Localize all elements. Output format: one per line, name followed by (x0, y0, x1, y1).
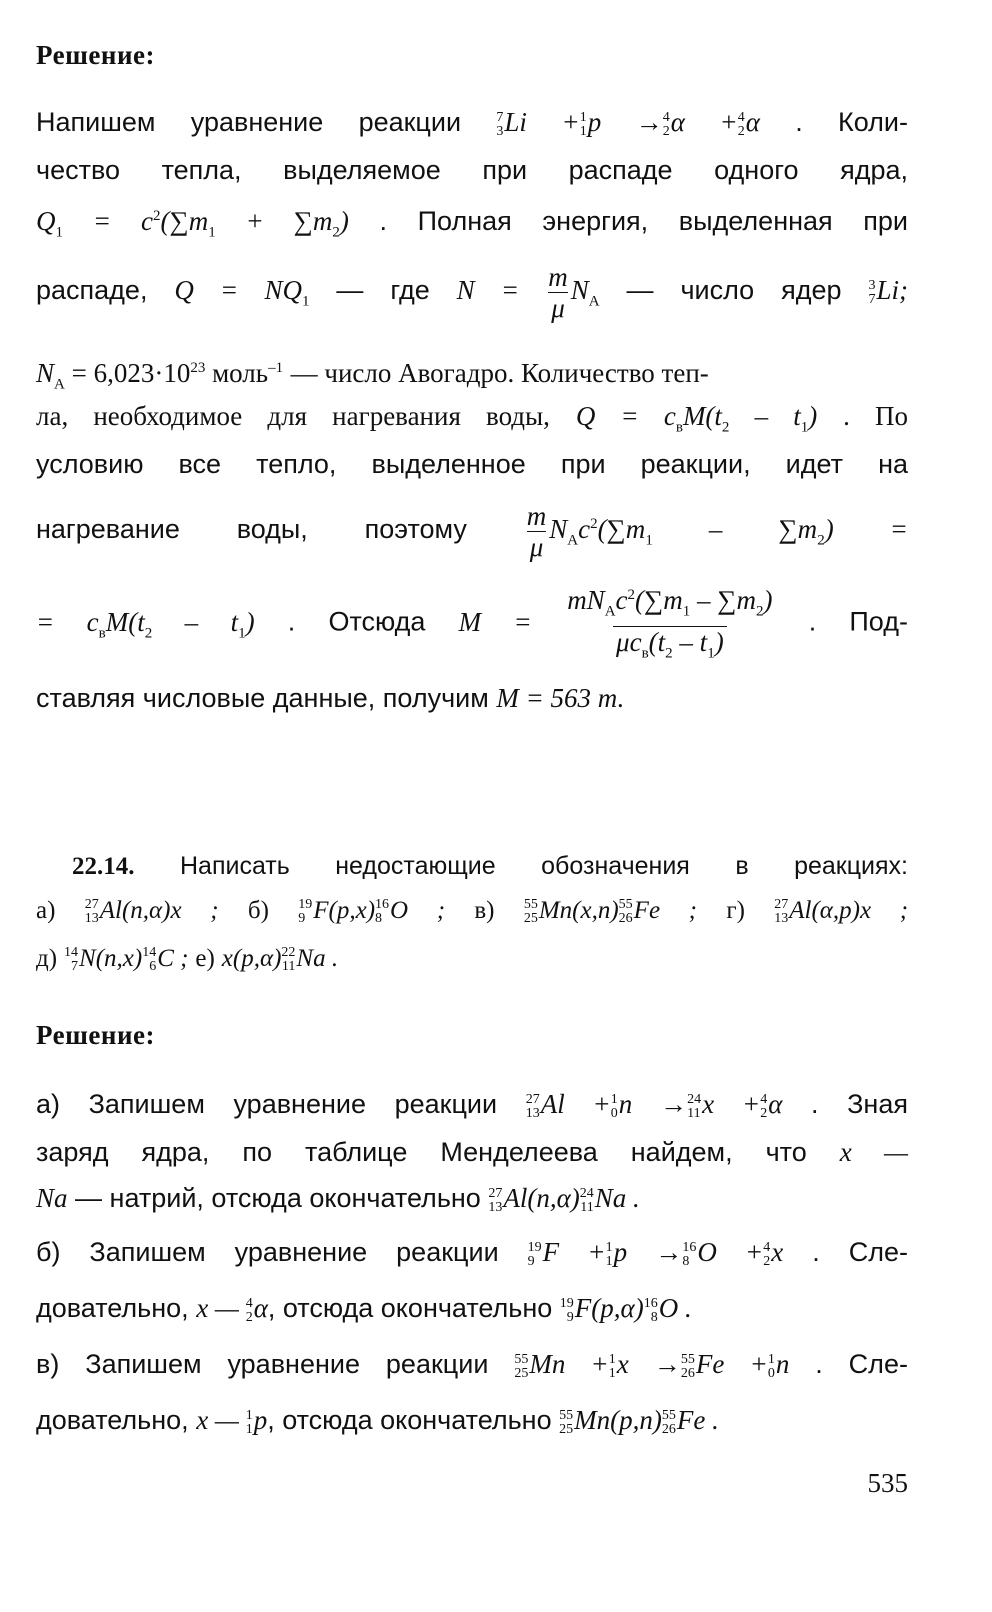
formula-n: N = $\frac{m}{\mu}$ $N_A$ (456, 262, 600, 324)
text-line: Напишем уравнение реакции 7 3 Li + 1 1 p → 4 2 α + 4 2 α . Коли- (36, 107, 908, 139)
text-line: распаде, $Q = NQ_1$ — где N = $\frac{m}{\mu}$ $N_A$ — число ядер 3 7 Li; (36, 262, 908, 324)
text-line: чество тепла, выделяемое при распаде одного ядра, (36, 155, 908, 185)
text-line: ла, необходимое для нагревания воды, $Q = c_вM(t_2 - t_1)$ . По (36, 401, 909, 436)
problem-reactions: а) 27 13 Al(n,α)x ; б) 19 9 F(p,x) 16 8 O ; в) 55 25 Mn(x,n) 55 26 Fe ; г) 27 13 Al(α,p)x ; (36, 897, 909, 927)
text-line: заряд ядра, по таблице Менделеева найдем, что x — (36, 1137, 908, 1167)
text-line: в) Запишем уравнение реакции 55 25 Mn + 1 1 x → 55 26 Fe + 1 0 n . Сле- (36, 1349, 908, 1381)
solution-heading: Решение: (36, 40, 155, 70)
avogadro-formula: $N_A = 6,023\cdot 10^{23}$ моль$^{-1}$ (36, 358, 284, 393)
text-line: б) Запишем уравнение реакции 19 9 F + 1 1 p → 16 8 O + 4 2 x . Сле- (36, 1237, 908, 1269)
text-line: а) Запишем уравнение реакции 27 13 Al + 1 0 n → 24 11 x + 4 2 α . Зная (36, 1089, 908, 1121)
text-line: Na — натрий, отсюда окончательно 27 13 Al(n,α) 24 11 Na . (36, 1183, 640, 1215)
text-line: нагревание воды, поэтому $\frac{m}{\mu}$ $N_Ac^2(\sum m_1 - \sum m_2)$ = (36, 501, 908, 563)
problem-statement: 22.14. Написать недостающие обозначения в реакциях: (72, 852, 908, 880)
problem-reactions: д) 14 7 N(n,x) 14 6 C ; е) x(p,α) 22 11 Na . (36, 945, 339, 975)
text-line: довательно, x — 4 2 α, отсюда окончательно 19 9 F(p,α) 16 8 O . (36, 1293, 692, 1325)
reaction-equation: 7 3 Li + 1 1 p → 4 2 α + 4 2 α (496, 107, 760, 139)
text-line: ставляя числовые данные, получим M = 563 т. (36, 683, 625, 713)
text-line: = $c_вM(t_2 - t_1)$ . Отсюда M = $\frac{mN_Ac^2(\sum m_1 - \sum m_2)}{\mu c_в(t_2 - t_1)}$ . Под- (36, 580, 908, 669)
text-line: условию все тепло, выделенное при реакции, идет на (36, 449, 908, 479)
solution-heading: Решение: (36, 1020, 155, 1050)
formula-q1: $Q_1 = c^2(\sum m_1 + \sum m_2)$ (36, 206, 349, 241)
page-number: 535 (867, 1468, 908, 1498)
text-line: $Q_1 = c^2(\sum m_1 + \sum m_2)$ . Полная энергия, выделенная при (36, 206, 908, 241)
formula-m: M = $\frac{mN_Ac^2(\sum m_1 - \sum m_2)}{\mu c_в(t_2 - t_1)}$ (459, 607, 776, 637)
text-line: $N_A = 6,023\cdot 10^{23}$ моль$^{-1}$ — число Авогадро. Количество теп- (36, 358, 709, 393)
text-line: довательно, x — 1 1 p, отсюда окончательно 55 25 Mn(p,n) 55 26 Fe . (36, 1405, 719, 1437)
